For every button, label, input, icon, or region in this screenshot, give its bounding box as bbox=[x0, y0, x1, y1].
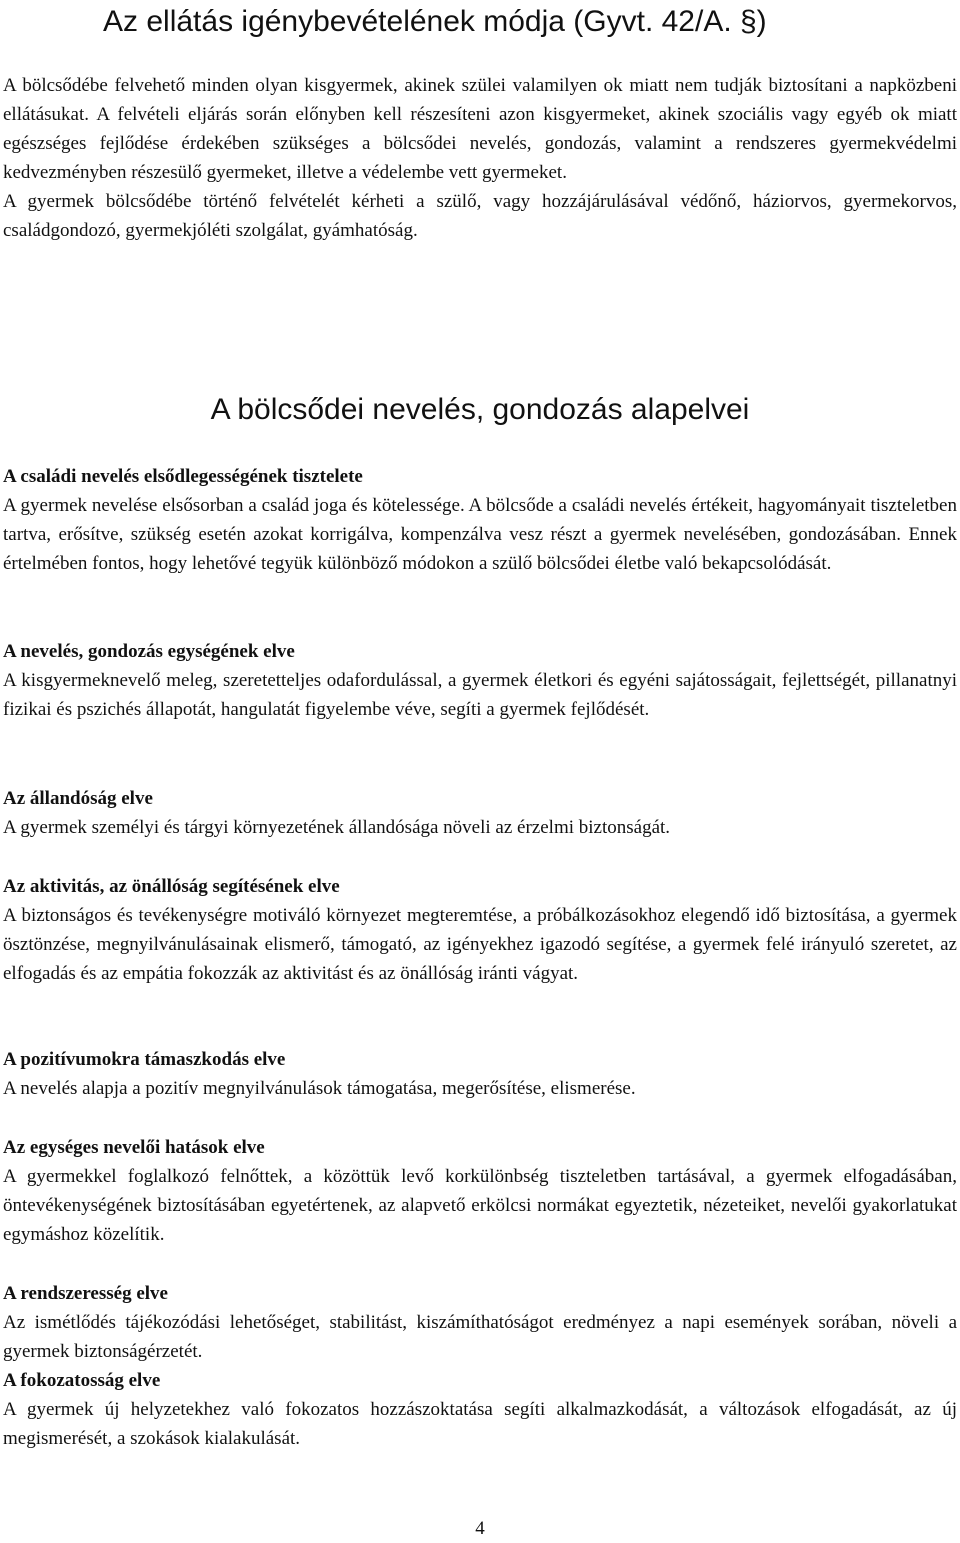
principle-activity-independence bbox=[3, 872, 957, 988]
principle-text: A kisgyermeknevelő meleg, szeretetteljes odafordulással, a gyermek életkori és egyéni sajátosságait, fejlettségét, pillanatnyi fizikai és pszichés állapotát, hangulatát figyelembe véve, segíti a gyermek fejlődését. bbox=[3, 670, 957, 720]
principle-heading: A rendszeresség elve bbox=[3, 1283, 168, 1304]
page-number: 4 bbox=[475, 1518, 485, 1539]
page-title: Az ellátás igénybevételének módja (Gyvt. 42/A. §) bbox=[103, 5, 767, 38]
principle-heading: A családi nevelés elsődlegességének tisztelete bbox=[3, 466, 363, 487]
principle-constancy bbox=[3, 784, 957, 842]
principle-unity-of-care bbox=[3, 637, 957, 724]
intro-paragraph-2: A gyermek bölcsődébe történő felvételét kérheti a szülő, vagy hozzájárulásával védőnő, háziorvos, gyermekorvos, családgondozó, gyermekjóléti szolgálat, gyámhatóság. bbox=[3, 191, 957, 241]
principle-heading: Az állandóság elve bbox=[3, 788, 153, 809]
principle-text: A gyermek új helyzetekhez való fokozatos hozzászoktatása segíti alkalmazkodását, a változások elfogadását, az új megismerését, a szokások kialakulását. bbox=[3, 1399, 957, 1449]
principle-family-upbringing bbox=[3, 462, 957, 578]
principle-heading: A nevelés, gondozás egységének elve bbox=[3, 641, 295, 662]
principle-text: Az ismétlődés tájékozódási lehetőséget, stabilitást, kiszámíthatóságot eredményez a napi események sorában, növeli a gyermek biztonságérzetét. bbox=[3, 1312, 957, 1362]
principle-heading: Az egységes nevelői hatások elve bbox=[3, 1137, 265, 1158]
principle-text: A nevelés alapja a pozitív megnyilvánulások támogatása, megerősítése, elismerése. bbox=[3, 1078, 636, 1099]
principle-gradualness bbox=[3, 1366, 957, 1453]
principle-heading: A fokozatosság elve bbox=[3, 1370, 161, 1391]
principle-heading: A pozitívumokra támaszkodás elve bbox=[3, 1049, 286, 1070]
principle-heading: Az aktivitás, az önállóság segítésének elve bbox=[3, 876, 340, 897]
principle-text: A gyermek nevelése elsősorban a család joga és kötelessége. A bölcsőde a családi nevelés értékeit, hagyományait tiszteletben tartva, erősítve, szükség esetén azokat korrigálva, kompenzálva vesz részt a gyermek nevelésében, gondozásában. Ennek értelmében fontos, hogy lehetővé tegyük különböző módokon a szülő bölcsődei életbe való bekapcsolódását. bbox=[3, 495, 957, 574]
intro-block bbox=[3, 71, 957, 245]
principle-text: A gyermekkel foglalkozó felnőttek, a közöttük levő korkülönbség tiszteletben tartásával, a gyermek elfogadásában, öntevékenységének biztosításában egyetértenek, az alapvető erkölcsi normákat egyeztetik, nézeteiket, nevelői gyakorlatukat egymáshoz közelítik. bbox=[3, 1166, 957, 1245]
principle-unified-influence bbox=[3, 1133, 957, 1249]
principle-regularity bbox=[3, 1279, 957, 1366]
intro-paragraph-1: A bölcsődébe felvehető minden olyan kisgyermek, akinek szülei valamilyen ok miatt nem tudják biztosítani a napközbeni ellátásukat. A felvételi eljárás során előnyben kell részesíteni azon kisgyermeket, akinek szociális vagy egyéb ok miatt egészséges fejlődése érdekében szükséges a bölcsődei nevelés, gondozás, valamint a rendszeres gyermekvédelmi kedvezményben részesülő gyermeket, illetve a védelembe vett gyermeket. bbox=[3, 75, 957, 183]
section-title: A bölcsődei nevelés, gondozás alapelvei bbox=[210, 393, 750, 426]
principle-positives bbox=[3, 1045, 957, 1103]
principle-text: A gyermek személyi és tárgyi környezetének állandósága növeli az érzelmi biztonságát. bbox=[3, 817, 671, 838]
principle-text: A biztonságos és tevékenységre motiváló környezet megteremtése, a próbálkozásokhoz elegendő idő biztosítása, a gyermek ösztönzése, megnyilvánulásainak elismerő, támogató, az igényekhez igazodó segítése, a gyermek felé irányuló szeretet, az elfogadás és az empátia fokozzák az aktivitást és az önállóság iránti vágyat. bbox=[3, 905, 957, 984]
